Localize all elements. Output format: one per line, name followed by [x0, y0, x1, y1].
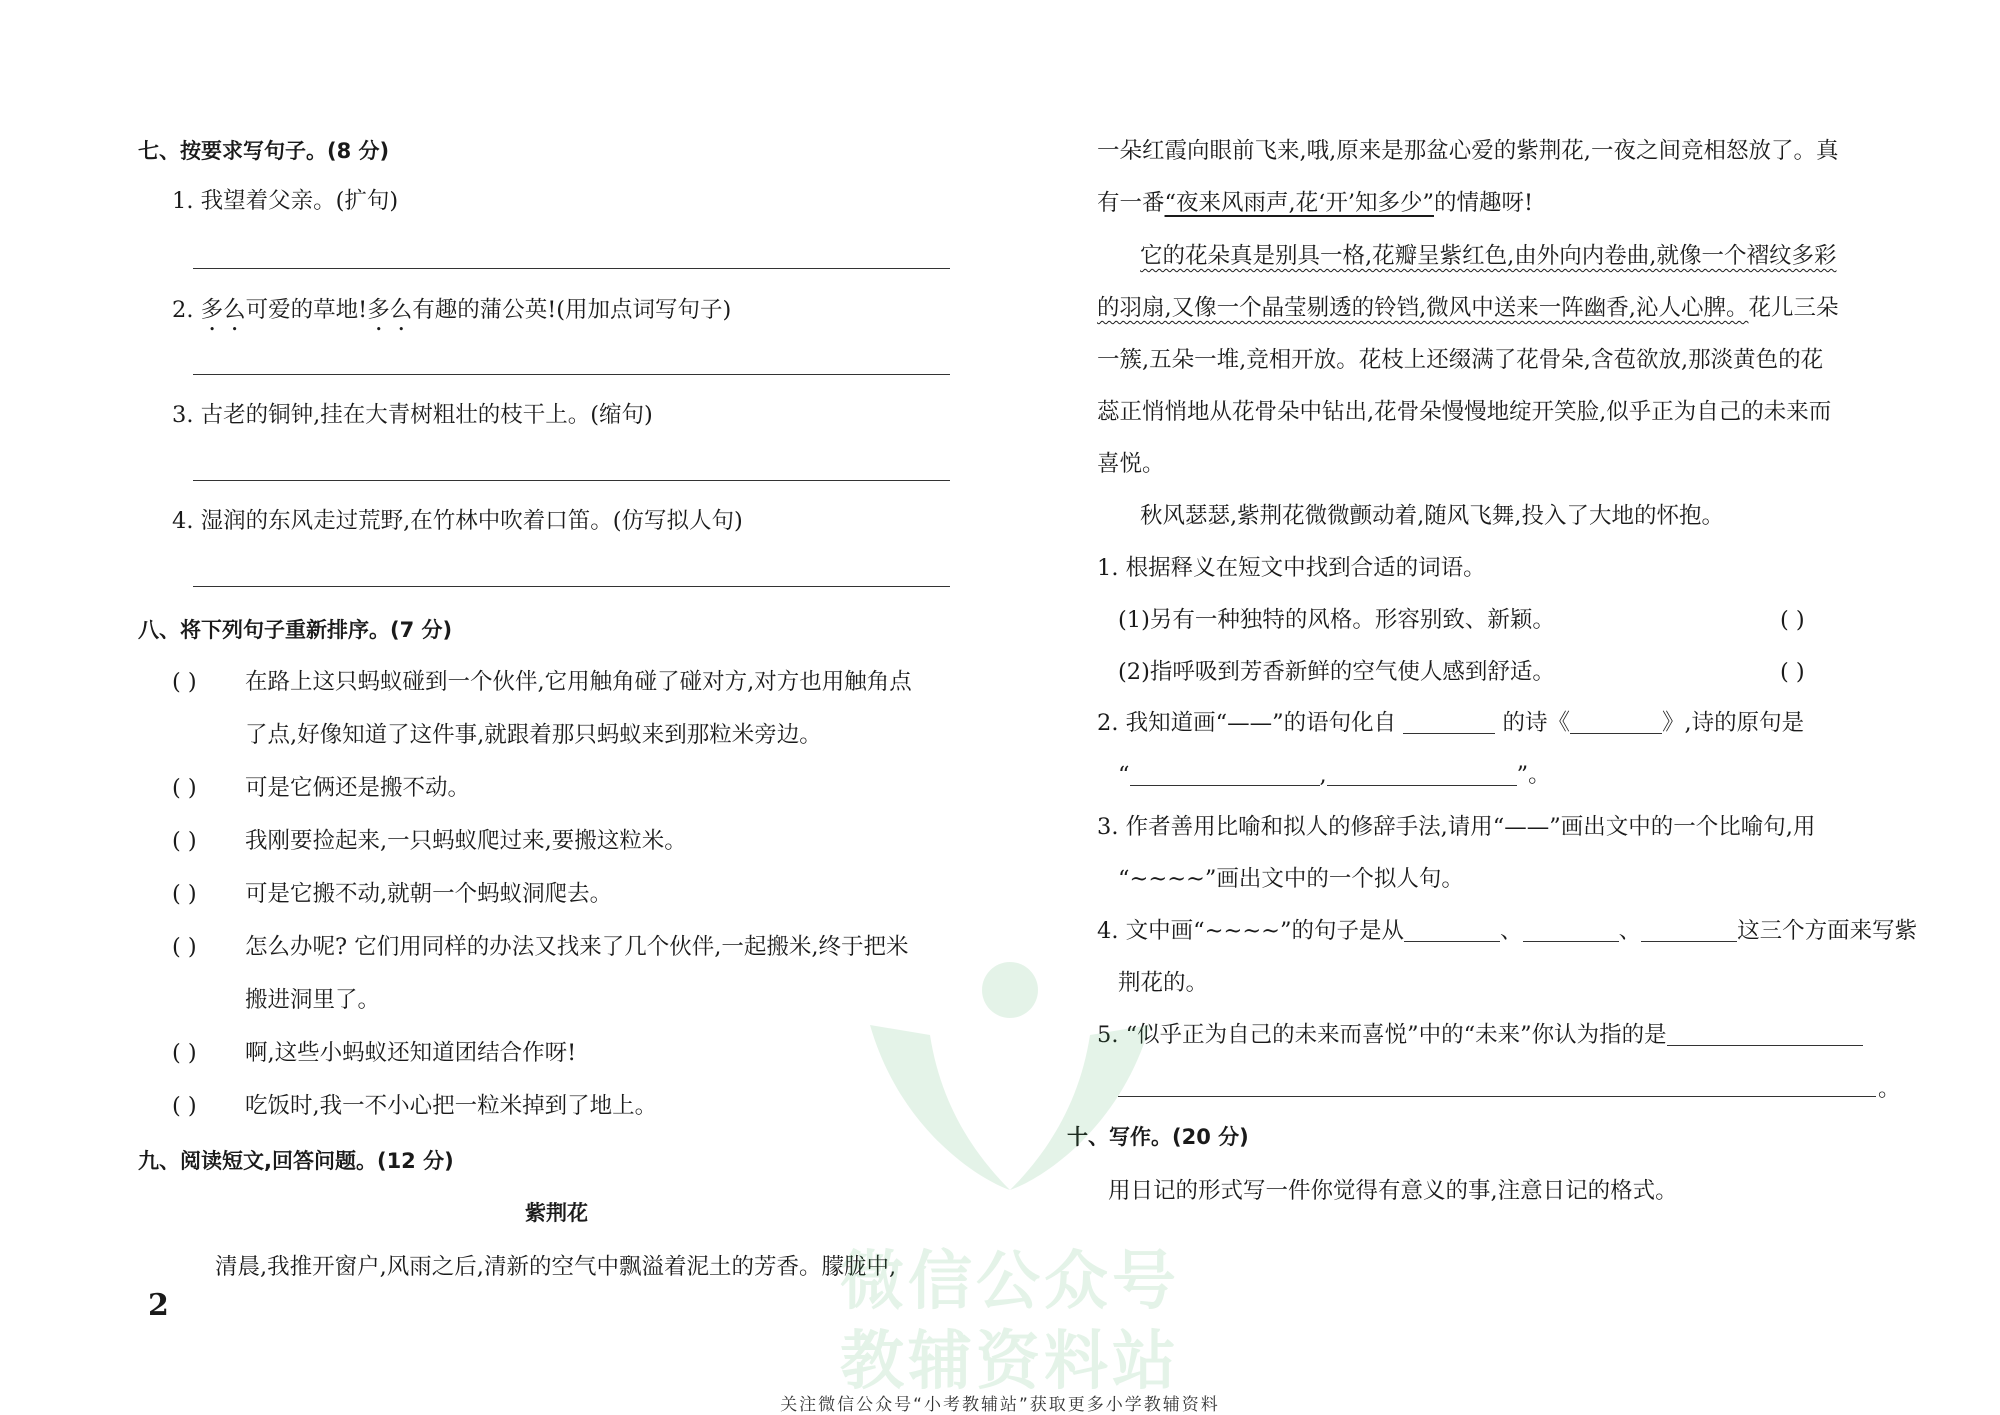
- article-p2-line3: 一簇,五朵一堆,竞相开放。花枝上还缀满了花骨朵,含苞欲放,那淡黄色的花: [1097, 347, 1824, 373]
- s9-question-3-line2: “~~~~”画出文中的一个拟人句。: [1118, 866, 1464, 892]
- article-p1-line3: 有一番“夜来风雨声,花‘开’知多少”的情趣呀!: [1097, 190, 1534, 216]
- order-item-4: 可是它搬不动,就朝一个蚂蚁洞爬去。: [245, 881, 613, 907]
- blank-verse-1[interactable]: [1130, 763, 1320, 786]
- footer-note: 关注微信公众号“小考教辅站”获取更多小学教辅资料: [780, 1395, 1220, 1415]
- writing-prompt: 用日记的形式写一件你觉得有意义的事,注意日记的格式。: [1108, 1178, 1678, 1204]
- answer-line-2[interactable]: [193, 374, 950, 375]
- watermark: [830, 930, 1190, 1399]
- order-item-5: 怎么办呢? 它们用同样的办法又找来了几个伙伴,一起搬米,终于把米: [245, 934, 909, 960]
- article-p1-line1: 清晨,我推开窗户,风雨之后,清新的空气中飘溢着泥土的芳香。朦胧中,: [215, 1254, 897, 1280]
- emphasis-word-2: 多么: [367, 297, 413, 323]
- order-bracket-2[interactable]: ( ): [172, 775, 197, 801]
- section-8-title: 八、将下列句子重新排序。(7 分): [138, 618, 453, 642]
- order-item-1: 在路上这只蚂蚁碰到一个伙伴,它用触角碰了碰对方,对方也用触角点: [245, 669, 912, 695]
- article-p1-line2: 一朵红霞向眼前飞来,哦,原来是那盆心爱的紫荆花,一夜之间竞相怒放了。真: [1097, 138, 1839, 164]
- q5-end-mark: 。: [1878, 1076, 1901, 1102]
- blank-poem-title[interactable]: [1570, 711, 1662, 734]
- answer-paren-1a[interactable]: ( ): [1780, 607, 1805, 633]
- s9-question-1b: (2)指呼吸到芳香新鲜的空气使人感到舒适。: [1118, 659, 1555, 685]
- order-item-7: 吃饭时,我一不小心把一粒米掉到了地上。: [245, 1093, 658, 1119]
- poem-quote-underlined: “夜来风雨声,花‘开’知多少”: [1164, 190, 1434, 216]
- article-p2-line1: 它的花朵真是别具一格,花瓣呈紫红色,由外向内卷曲,就像一个褶纹多彩: [1140, 243, 1837, 269]
- s9-question-1: 1. 根据释义在短文中找到合适的词语。: [1097, 555, 1486, 581]
- article-title: 紫荆花: [525, 1201, 588, 1225]
- s9-question-4-line2: 荆花的。: [1118, 970, 1209, 996]
- s9-question-2-line2: “ , ”。: [1118, 762, 1551, 788]
- s9-question-4: 4. 文中画“~~~~”的句子是从 、 、 这三个方面来写紫: [1097, 918, 1918, 944]
- s7-question-2: 2. 多么可爱的草地!多么有趣的蒲公英!(用加点词写句子): [172, 297, 732, 323]
- answer-line-4[interactable]: [193, 586, 950, 587]
- blank-aspect-3[interactable]: [1641, 919, 1737, 942]
- section-7-title: 七、按要求写句子。(8 分): [138, 139, 390, 163]
- answer-line-q5[interactable]: [1118, 1096, 1876, 1097]
- article-p2-line4: 蕊正悄悄地从花骨朵中钻出,花骨朵慢慢地绽开笑脸,似乎正为自己的未来而: [1097, 399, 1832, 425]
- blank-aspect-2[interactable]: [1523, 919, 1619, 942]
- s9-question-3: 3. 作者善用比喻和拟人的修辞手法,请用“——”画出文中的一个比喻句,用: [1097, 814, 1816, 840]
- blank-verse-2[interactable]: [1327, 763, 1517, 786]
- article-p3: 秋风瑟瑟,紫荆花微微颤动着,随风飞舞,投入了大地的怀抱。: [1140, 503, 1724, 529]
- order-item-5-cont: 搬进洞里了。: [245, 987, 381, 1013]
- s7-question-1: 1. 我望着父亲。(扩句): [172, 188, 399, 214]
- blank-future-meaning[interactable]: [1667, 1023, 1863, 1046]
- order-item-3: 我刚要捡起来,一只蚂蚁爬过来,要搬这粒米。: [245, 828, 687, 854]
- page-number: 2: [148, 1288, 169, 1323]
- order-bracket-1[interactable]: ( ): [172, 669, 197, 695]
- order-bracket-5[interactable]: ( ): [172, 934, 197, 960]
- article-p2-line2: 的羽扇,又像一个晶莹剔透的铃铛,微风中送来一阵幽香,沁人心脾。花儿三朵: [1097, 295, 1839, 321]
- s9-question-1a: (1)另有一种独特的风格。形容别致、新颖。: [1118, 607, 1555, 633]
- answer-line-3[interactable]: [193, 480, 950, 481]
- s7-question-4: 4. 湿润的东风走过荒野,在竹林中吹着口笛。(仿写拟人句): [172, 508, 743, 534]
- article-p2-line5: 喜悦。: [1097, 451, 1165, 477]
- answer-paren-1b[interactable]: ( ): [1780, 659, 1805, 685]
- order-bracket-4[interactable]: ( ): [172, 881, 197, 907]
- blank-aspect-1[interactable]: [1404, 919, 1500, 942]
- watermark-text-1: 微信公众号: [840, 1245, 1180, 1319]
- order-item-1-cont: 了点,好像知道了这件事,就跟着那只蚂蚁来到那粒米旁边。: [245, 722, 822, 748]
- section-10-title: 十、写作。(20 分): [1067, 1125, 1249, 1149]
- section-9-title: 九、阅读短文,回答问题。(12 分): [138, 1149, 454, 1173]
- s9-question-2: 2. 我知道画“——”的语句化自 的诗《 》,诗的原句是: [1097, 710, 1805, 736]
- order-item-6: 啊,这些小蚂蚁还知道团结合作呀!: [245, 1040, 577, 1066]
- answer-line-1[interactable]: [193, 268, 950, 269]
- blank-poet[interactable]: [1403, 711, 1495, 734]
- order-bracket-6[interactable]: ( ): [172, 1040, 197, 1066]
- s7-question-3: 3. 古老的铜钟,挂在大青树粗壮的枝干上。(缩句): [172, 402, 653, 428]
- order-bracket-3[interactable]: ( ): [172, 828, 197, 854]
- order-item-2: 可是它俩还是搬不动。: [245, 775, 471, 801]
- order-bracket-7[interactable]: ( ): [172, 1093, 197, 1119]
- watermark-text-2: 教辅资料站: [840, 1325, 1180, 1399]
- s9-question-5: 5. “似乎正为自己的未来而喜悦”中的“未来”你认为指的是: [1097, 1020, 1863, 1050]
- emphasis-word-1: 多么: [200, 297, 246, 323]
